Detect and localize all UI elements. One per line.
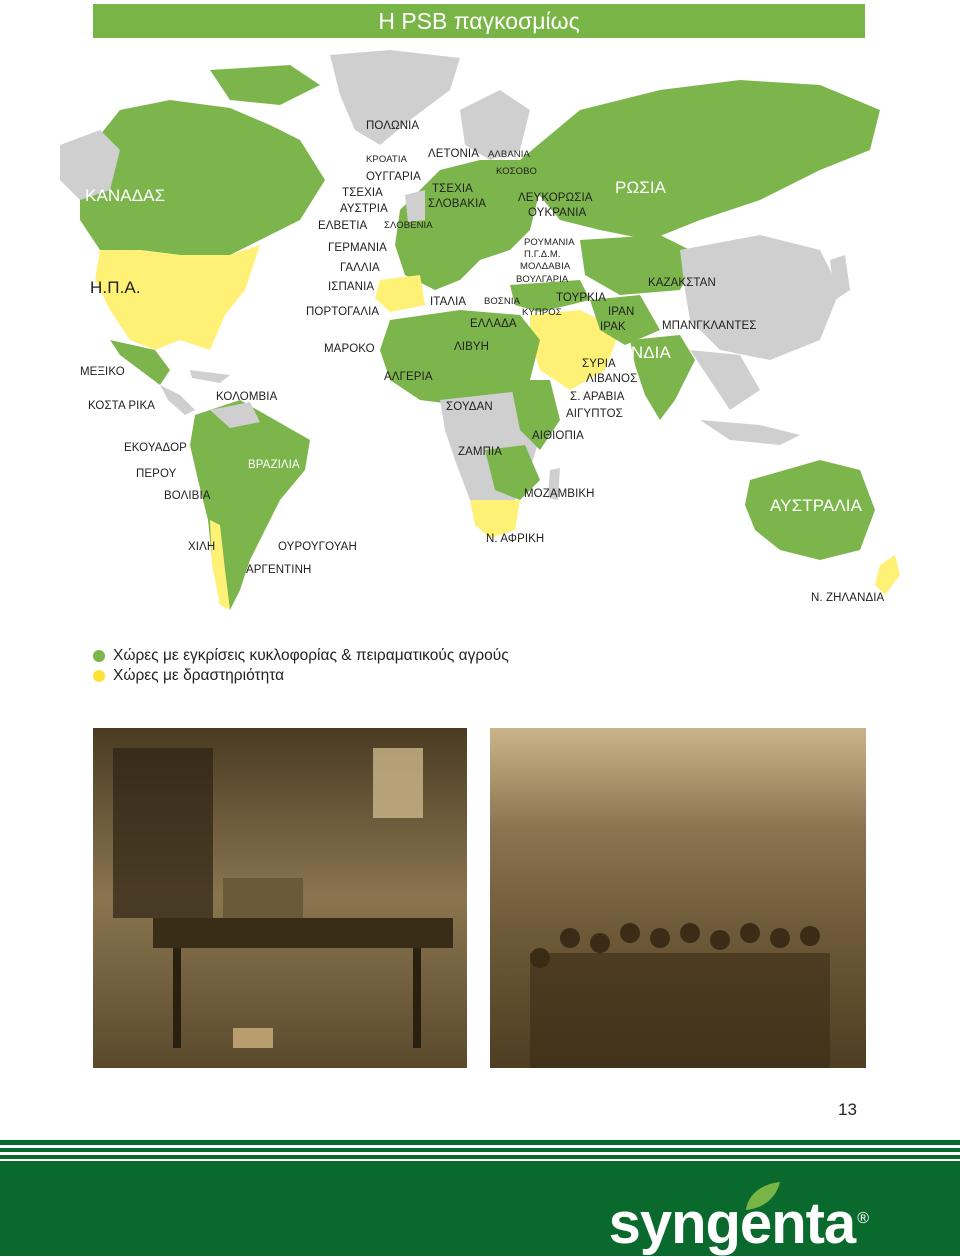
title-banner [93, 4, 865, 38]
laboratory-photo-image [93, 728, 467, 1068]
label-india: ΙΝΔΙΑ [626, 343, 671, 362]
label-uruguay: ΟΥΡΟΥΓΟΥΑΗ [278, 541, 357, 553]
label-south-africa: Ν. ΑΦΡΙΚΗ [486, 533, 545, 545]
footer-stripes [0, 1140, 960, 1166]
label-syria: ΣΥΡΙΑ [582, 358, 616, 370]
legend-item-approved [93, 646, 509, 666]
field-group-photo [490, 728, 866, 1068]
label-mexico: ΜΕΞΙΚΟ [80, 366, 125, 378]
label-czech-1: ΤΣΕΧΙΑ [342, 187, 383, 199]
indonesia-shape [700, 420, 800, 445]
label-brazil: ΒΡΑΖΙΛΙΑ [248, 459, 300, 471]
label-germany: ΓΕΡΜΑΝΙΑ [328, 242, 387, 254]
label-france: ΓΑΛΛΙΑ [340, 262, 380, 274]
label-lebanon: ΛΙΒΑΝΟΣ [586, 373, 638, 385]
label-iran: ΙΡΑΝ [608, 306, 635, 318]
central-america-shape [160, 385, 195, 415]
label-colombia: ΚΟΛΟΜΒΙΑ [216, 391, 278, 403]
legend-item-activity [93, 666, 509, 686]
label-algeria: ΑΛΓΕΡΙΑ [384, 371, 433, 383]
label-russia: ΡΩΣΙΑ [615, 178, 667, 197]
label-hungary: ΟΥΓΓΑΡΙΑ [366, 171, 421, 183]
label-libya: ΛΙΒΥΗ [454, 341, 490, 353]
page-number: 13 [838, 1100, 857, 1119]
label-iraq: ΙΡΑΚ [600, 321, 626, 333]
legend-label: Χώρες με εγκρίσεις κυκλοφορίας & πειραματικούς αγρούς [113, 647, 509, 664]
legend-swatch-yellow [93, 670, 105, 682]
label-belarus: ΛΕΥΚΟΡΩΣΙΑ [518, 192, 593, 204]
label-kazakhstan: ΚΑΖΑΚΣΤΑΝ [648, 277, 716, 289]
label-australia: ΑΥΣΤΡΑΛΙΑ [770, 496, 863, 515]
arctic-islands-shape [210, 65, 320, 105]
label-mozambique: ΜΟΖΑΜΒΙΚΗ [524, 488, 595, 500]
label-saudi: Σ. ΑΡΑΒΙΑ [570, 391, 625, 403]
label-kosovo: ΚΟΣΟΒΟ [496, 166, 538, 177]
label-egypt: ΑΙΓΥΠΤΟΣ [566, 408, 623, 420]
registered-mark: ® [857, 1209, 868, 1227]
label-sudan: ΣΟΥΔΑΝ [446, 401, 493, 413]
footer [0, 1140, 960, 1256]
label-cyprus: ΚΥΠΡΟΣ [522, 307, 562, 318]
label-slovenia: ΣΛΟΒΕΝΙΑ [384, 220, 433, 231]
map-legend [93, 646, 509, 686]
label-new-zealand: Ν. ΖΗΛΑΝΔΙΑ [811, 592, 885, 604]
label-poland: ΠΟΛΩΝΙΑ [366, 120, 420, 132]
label-spain: ΙΣΠΑΝΙΑ [328, 281, 375, 293]
label-bolivia: ΒΟΛΙΒΙΑ [164, 490, 211, 502]
label-moldova: ΜΟΛΔΑΒΙΑ [520, 261, 571, 272]
canada-shape [80, 100, 325, 255]
legend-label: Χώρες με δραστηριότητα [113, 667, 285, 684]
label-romania: ΡΟΥΜΑΝΙΑ [524, 237, 575, 248]
label-czech-2: ΤΣΕΧΙΑ [432, 183, 473, 195]
label-croatia: ΚΡΟΑΤΙΑ [366, 154, 408, 165]
label-portugal: ΠΟΡΤΟΓΑΛΙΑ [306, 306, 380, 318]
china-shape [680, 235, 840, 360]
label-fyrom: Π.Γ.Δ.Μ. [524, 249, 561, 260]
label-ukraine: ΟΥΚΡΑΝΙΑ [528, 207, 587, 219]
label-turkey: ΤΟΥΡΚΙΑ [556, 292, 606, 304]
label-albania: ΑΛΒΑΝΙΑ [488, 149, 530, 160]
label-greece: ΕΛΛΑΔΑ [470, 318, 517, 330]
syngenta-logo [609, 1190, 868, 1257]
label-bangladesh: ΜΠΑΝΓΚΛΑΝΤΕΣ [662, 320, 757, 332]
label-italy: ΙΤΑΛΙΑ [430, 296, 467, 308]
label-usa: Η.Π.Α. [90, 278, 141, 297]
label-morocco: ΜΑΡΟΚΟ [324, 343, 375, 355]
laboratory-photo [93, 728, 467, 1068]
label-ethiopia: ΑΙΘΙΟΠΙΑ [532, 430, 584, 442]
legend-swatch-green [93, 650, 105, 662]
label-ecuador: ΕΚΟΥΑΔΟΡ [124, 442, 187, 454]
page-title: Η PSB παγκοσμίως [378, 7, 580, 34]
label-latvia: ΛΕΤΟΝΙΑ [428, 148, 479, 160]
label-canada: ΚΑΝΑΔΑΣ [85, 186, 166, 205]
label-switzerland: ΕΛΒΕΤΙΑ [318, 220, 368, 232]
caribbean-shape [190, 370, 230, 383]
new-zealand-shape [875, 555, 900, 595]
label-bosnia: ΒΟΣΝΙΑ [484, 296, 521, 307]
label-argentina: ΑΡΓΕΝΤΙΝΗ [246, 564, 312, 576]
world-map [60, 50, 900, 620]
label-chile: ΧΙΛΗ [188, 541, 216, 553]
world-map-shapes [60, 50, 900, 620]
label-slovakia: ΣΛΟΒΑΚΙΑ [428, 198, 487, 210]
label-peru: ΠΕΡΟΥ [136, 468, 177, 480]
label-bulgaria: ΒΟΥΛΓΑΡΙΑ [516, 274, 569, 285]
south-america-shape [190, 400, 310, 610]
field-group-photo-image [490, 728, 866, 1068]
label-austria: ΑΥΣΤΡΙΑ [340, 203, 388, 215]
iberia-shape [375, 275, 425, 312]
logo-text: syngenta [608, 1191, 856, 1256]
label-costa-rica: ΚΟΣΤΑ ΡΙΚΑ [88, 400, 155, 412]
se-asia-shape [690, 350, 760, 410]
uk-shape [405, 190, 425, 222]
label-zambia: ΖΑΜΠΙΑ [458, 446, 503, 458]
